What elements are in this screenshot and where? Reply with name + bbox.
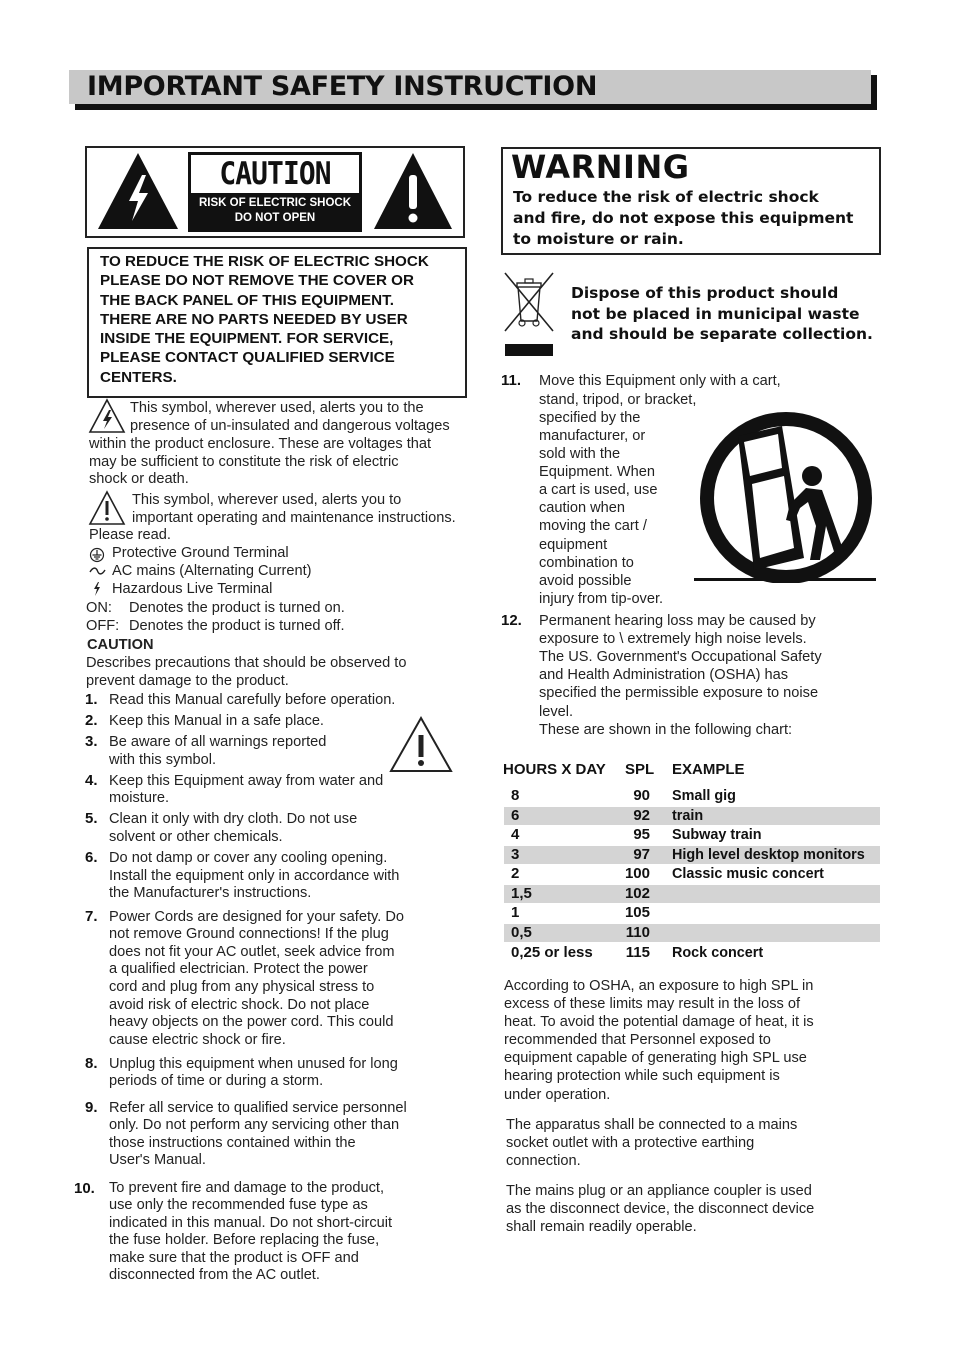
table-cell-spl: 115 [625, 944, 650, 961]
item-1-line: Read this Manual carefully before operation. [109, 692, 396, 708]
item-11-line: avoid possible [539, 573, 632, 589]
lightning-desc-1: This symbol, wherever used, alerts you to the [130, 400, 424, 416]
item-5-line: Clean it only with dry cloth. Do not use [109, 811, 358, 827]
table-cell-example: Rock concert [672, 945, 764, 961]
item-12-line: exposure to \ extremely high noise levels. [539, 631, 807, 647]
table-cell-hours: 3 [511, 846, 520, 863]
table-row [504, 885, 880, 903]
item-11-line: Move this Equipment only with a cart, [539, 373, 781, 389]
earthing-line: The apparatus shall be connected to a mains [506, 1117, 798, 1133]
table-row [504, 904, 880, 922]
lightning-desc-3: within the product enclosure. These are voltages that [89, 436, 432, 452]
caution-subtitle-1: RISK OF ELECTRIC SHOCK [198, 197, 352, 209]
earthing-line: socket outlet with a protective earthing [506, 1135, 755, 1151]
item-12-line: The US. Government's Occupational Safety [539, 649, 822, 665]
item-10-line: To prevent fire and damage to the product, [109, 1180, 385, 1196]
item-4-line: Keep this Equipment away from water and [109, 773, 384, 789]
item-2-line: Keep this Manual in a safe place. [109, 713, 324, 729]
exclamation-item-icon [388, 715, 454, 773]
osha-line: According to OSHA, an exposure to high SPL in [504, 978, 814, 994]
caution-word: CAUTION [219, 156, 331, 192]
on-desc: Denotes the product is turned on. [129, 600, 345, 616]
exclaim-desc-1: This symbol, wherever used, alerts you to [132, 492, 402, 508]
table-header-hours: HOURS X DAY [503, 761, 606, 778]
table-cell-example: High level desktop monitors [672, 847, 865, 863]
osha-line: recommended that Personnel exposed to [504, 1032, 771, 1048]
item-6-line: Install the equipment only in accordance with [109, 868, 400, 884]
ground-terminal-icon [89, 547, 105, 563]
item-12-line: level. [539, 704, 574, 720]
dispose-text [571, 283, 891, 345]
item-number: 8. [85, 1055, 98, 1072]
off-key: OFF: [86, 618, 120, 634]
table-cell-hours: 8 [511, 787, 520, 804]
item-3-line: Be aware of all warnings reported [109, 734, 327, 750]
item-6-line: Do not damp or cover any cooling opening. [109, 850, 388, 866]
table-cell-spl: 110 [625, 924, 650, 941]
table-cell-hours: 6 [511, 807, 520, 824]
item-10-line: disconnected from the AC outlet. [109, 1267, 320, 1283]
item-number: 3. [85, 733, 98, 750]
table-cell-hours: 0,25 or less [511, 944, 593, 961]
item-7-line: does not fit your AC outlet, seek advice from [109, 944, 395, 960]
item-number: 12. [501, 612, 522, 629]
item-11-line: moving the cart / [539, 518, 647, 534]
live-terminal-label: Hazardous Live Terminal [112, 581, 273, 597]
table-row [504, 826, 880, 844]
osha-line: hearing protection while such equipment is [504, 1068, 780, 1084]
warning-line: to moisture or rain. [513, 229, 684, 248]
item-number: 1. [85, 691, 98, 708]
item-11-line: equipment [539, 537, 608, 553]
table-row [504, 787, 880, 805]
item-10-line: use only the recommended fuse type as [109, 1197, 368, 1213]
lightning-symbol-icon [88, 398, 126, 434]
item-7-line: cord and plug from any physical stress to [109, 979, 375, 995]
risk-line: PLEASE CONTACT QUALIFIED SERVICE [100, 349, 395, 367]
item-11-line: manufacturer, or [539, 428, 646, 444]
exclaim-desc-2: important operating and maintenance instructions. [132, 510, 456, 526]
item-7-line: cause electric shock or fire. [109, 1032, 286, 1048]
item-6-line: the Manufacturer's instructions. [109, 885, 312, 901]
item-number: 10. [74, 1180, 95, 1197]
disconnect-line: shall remain readily operable. [506, 1219, 697, 1235]
item-11-line: injury from tip-over. [539, 591, 664, 607]
item-12-line: Permanent hearing loss may be caused by [539, 613, 816, 629]
table-cell-spl: 100 [624, 865, 650, 882]
lightning-desc-2: presence of un-insulated and dangerous voltages [130, 418, 450, 434]
osha-line: heat. To avoid the potential damage of heat, it is [504, 1014, 814, 1030]
osha-line: excess of these limits may result in the loss of [504, 996, 801, 1012]
exclamation-warning-icon [372, 151, 454, 231]
item-7-line: not remove Ground connections! If the plug [109, 926, 389, 942]
exclamation-symbol-icon [88, 490, 126, 526]
item-11-line: stand, tripod, or bracket, [539, 392, 697, 408]
item-7-line: heavy objects on the power cord. This could [109, 1014, 394, 1030]
ground-terminal-label: Protective Ground Terminal [112, 545, 289, 561]
bin-underline-bar [505, 344, 553, 356]
table-cell-hours: 1,5 [511, 885, 532, 902]
item-9-line: Refer all service to qualified service personnel [109, 1100, 407, 1116]
table-cell-hours: 4 [511, 826, 520, 843]
table-cell-spl: 97 [633, 846, 650, 863]
warning-line: To reduce the risk of electric shock [513, 188, 819, 206]
exclaim-desc-3: Please read. [89, 527, 171, 543]
live-terminal-icon [91, 581, 103, 597]
item-8-line: periods of time or during a storm. [109, 1073, 324, 1089]
off-desc: Denotes the product is turned off. [129, 618, 345, 634]
table-row [504, 865, 880, 883]
table-cell-example: Small gig [672, 788, 736, 804]
dispose-line: and should be separate collection. [571, 325, 873, 344]
table-header-spl: SPL [625, 761, 655, 778]
item-11-line: Equipment. When [539, 464, 656, 480]
item-10-line: the fuse holder. Before replacing the fuse, [109, 1232, 380, 1248]
table-cell-example: train [672, 808, 704, 824]
risk-line: INSIDE THE EQUIPMENT. FOR SERVICE, [100, 330, 394, 348]
item-number: 9. [85, 1099, 98, 1116]
risk-line: THE BACK PANEL OF THIS EQUIPMENT. [100, 291, 394, 309]
item-10-line: make sure that the product is OFF and [109, 1250, 359, 1266]
item-7-line: Power Cords are designed for your safety. Do [109, 909, 404, 925]
table-cell-spl: 95 [633, 826, 650, 843]
item-9-line: only. Do not perform any servicing other than [109, 1117, 400, 1133]
item-3-line: with this symbol. [109, 752, 217, 768]
item-11-line: sold with the [539, 446, 621, 462]
caution-desc-2: prevent damage to the product. [86, 673, 289, 689]
risk-line: TO REDUCE THE RISK OF ELECTRIC SHOCK [100, 253, 429, 270]
table-cell-spl: 102 [624, 885, 650, 902]
item-number: 5. [85, 810, 98, 827]
crossed-bin-icon [503, 271, 555, 333]
ac-mains-icon [89, 565, 106, 577]
lightning-desc-5: shock or death. [89, 471, 189, 487]
table-row [504, 807, 880, 825]
item-number: 6. [85, 849, 98, 866]
item-11-line: combination to [539, 555, 634, 571]
item-number: 7. [85, 908, 98, 925]
item-7-line: a qualified electrician. Protect the power [109, 961, 368, 977]
page-title: IMPORTANT SAFETY INSTRUCTION [87, 71, 598, 102]
table-cell-example: Subway train [672, 827, 762, 843]
item-11-line: a cart is used, use [539, 482, 658, 498]
item-number: 11. [501, 372, 522, 389]
risk-warning-text [100, 252, 460, 387]
table-row [504, 944, 880, 962]
table-cell-spl: 90 [633, 787, 650, 804]
caution-subtitle-2: DO NOT OPEN [234, 212, 316, 224]
cart-tip-over-icon [694, 408, 876, 583]
caution-heading: CAUTION [87, 637, 154, 653]
disconnect-line: The mains plug or an appliance coupler is used [506, 1183, 812, 1199]
table-cell-hours: 2 [511, 865, 520, 882]
ac-mains-label: AC mains (Alternating Current) [112, 563, 312, 579]
risk-line: PLEASE DO NOT REMOVE THE COVER OR [100, 272, 414, 290]
warning-line: and fire, do not expose this equipment [513, 208, 854, 227]
item-10-line: indicated in this manual. Do not short-circuit [109, 1215, 393, 1231]
table-row [504, 924, 880, 942]
item-12-line: These are shown in the following chart: [539, 722, 793, 738]
risk-line: CENTERS. [100, 368, 177, 386]
item-12-line: and Health Administration (OSHA) has [539, 667, 789, 683]
item-number: 2. [85, 712, 98, 729]
dispose-line: not be placed in municipal waste [571, 304, 860, 323]
risk-line: THERE ARE NO PARTS NEEDED BY USER [100, 310, 408, 328]
table-cell-hours: 1 [511, 904, 520, 921]
table-cell-hours: 0,5 [511, 924, 532, 941]
item-7-line: avoid risk of electric shock. Do not place [109, 997, 370, 1013]
table-cell-example: Classic music concert [672, 866, 824, 882]
dispose-line: Dispose of this product should [571, 284, 839, 302]
lightning-warning-icon [96, 151, 180, 231]
item-9-line: User's Manual. [109, 1152, 206, 1168]
table-cell-spl: 105 [624, 904, 650, 921]
table-header-example: EXAMPLE [672, 761, 745, 778]
caution-desc-1: Describes precautions that should be observed to [86, 655, 407, 671]
table-cell-spl: 92 [633, 807, 650, 824]
item-11-line: caution when [539, 500, 626, 516]
lightning-desc-4: may be sufficient to constitute the risk of electric [89, 454, 399, 470]
disconnect-line: as the disconnect device, the disconnect device [506, 1201, 815, 1217]
osha-line: equipment capable of generating high SPL use [504, 1050, 807, 1066]
item-8-line: Unplug this equipment when unused for long [109, 1056, 398, 1072]
warning-text [513, 187, 875, 249]
item-11-line: specified by the [539, 410, 641, 426]
item-12-line: specified the permissible exposure to noise [539, 685, 819, 701]
item-number: 4. [85, 772, 98, 789]
item-5-line: solvent or other chemicals. [109, 829, 283, 845]
table-row [504, 846, 880, 864]
on-key: ON: [86, 600, 112, 616]
item-4-line: moisture. [109, 790, 170, 806]
earthing-line: connection. [506, 1153, 581, 1169]
item-9-line: those instructions contained within the [109, 1135, 356, 1151]
osha-line: under operation. [504, 1087, 611, 1103]
warning-title: WARNING [511, 148, 690, 186]
